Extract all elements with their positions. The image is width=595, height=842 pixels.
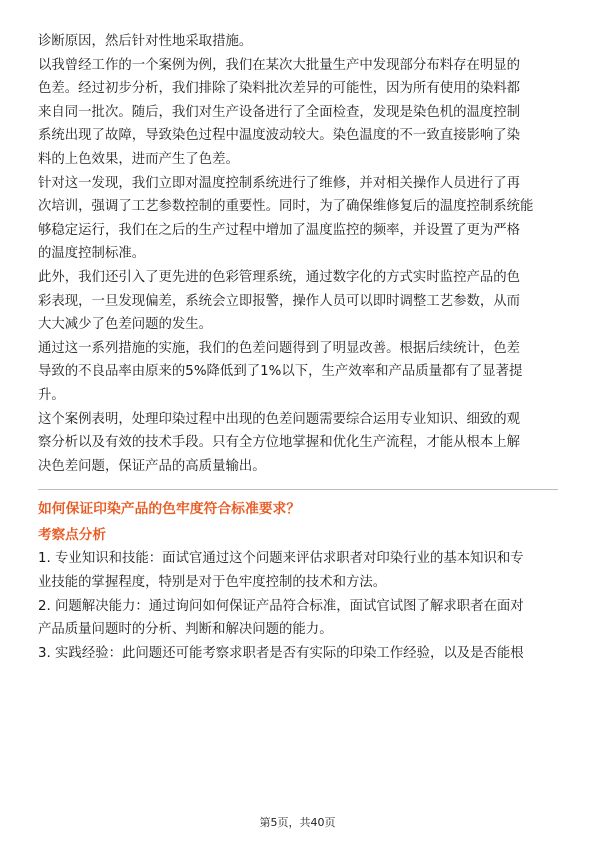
body-line: 此外，我们还引入了更先进的色彩管理系统，通过数字化的方式实时监控产品的色: [38, 269, 521, 285]
analysis-line: 3. 实践经验：此问题还可能考察求职者是否有实际的印染工作经验，以及是否能根: [38, 645, 524, 661]
body-line: 诊断原因，然后针对性地采取措施。: [38, 34, 253, 49]
document-page: [38, 30, 558, 665]
section-label: 考察点分析: [38, 526, 106, 543]
body-line: 料的上色效果，进而产生了色差。: [38, 151, 239, 167]
analysis-line: 1. 专业知识和技能：面试官通过这个问题来评估求职者对印染行业的基本知识和专: [38, 551, 524, 567]
body-line: 色差。经过初步分析，我们排除了染料批次差异的可能性，因为所有使用的染料都: [38, 81, 521, 97]
question-title: 如何保证印染产品的色牢度符合标准要求？: [38, 501, 301, 518]
body-line: 够稳定运行，我们在之后的生产过程中增加了温度监控的频率，并设置了更为严格: [38, 222, 521, 238]
section-divider: [38, 489, 558, 490]
question-section: [38, 498, 558, 665]
body-line: 彩表现，一旦发现偏差，系统会立即报警，操作人员可以即时调整工艺参数，从而: [38, 293, 521, 309]
analysis-line: 产品质量问题时的分析、判断和解决问题的能力。: [38, 622, 333, 638]
body-line: 升。: [38, 387, 65, 403]
body-line: 针对这一发现，我们立即对温度控制系统进行了维修，并对相关操作人员进行了再: [38, 175, 521, 191]
body-line: 决色差问题，保证产品的高质量输出。: [38, 458, 266, 474]
analysis-line: 2. 问题解决能力：通过询问如何保证产品符合标准，面试官试图了解求职者在面对: [38, 598, 524, 614]
body-line: 这个案例表明，处理印染过程中出现的色差问题需要综合运用专业知识、细致的观: [38, 411, 521, 427]
body-line: 以我曾经工作的一个案例为例，我们在某次大批量生产中发现部分布料存在明显的: [38, 57, 521, 73]
body-line: 导致的不良品率由原来的5%降低到了1%以下，生产效率和产品质量都有了显著提: [38, 364, 523, 380]
body-line: 的温度控制标准。: [38, 246, 146, 262]
body-line: 系统出现了故障，导致染色过程中温度波动较大。染色温度的不一致直接影响了染: [38, 128, 521, 144]
analysis-line: 业技能的掌握程度，特别是对于色牢度控制的技术和方法。: [38, 575, 387, 591]
answer-body: [38, 30, 558, 478]
page-number: 第5页，共40页: [259, 816, 336, 829]
body-line: 大大减少了色差问题的发生。: [38, 317, 213, 333]
body-line: 通过这一系列措施的实施，我们的色差问题得到了明显改善。根据后续统计，色差: [38, 340, 521, 356]
body-line: 来自同一批次。随后，我们对生产设备进行了全面检查，发现是染色机的温度控制: [38, 104, 521, 120]
body-line: 察分析以及有效的技术手段。只有全方位地掌握和优化生产流程，才能从根本上解: [38, 435, 521, 451]
body-line: 次培训，强调了工艺参数控制的重要性。同时，为了确保维修复后的温度控制系统能: [38, 199, 534, 215]
